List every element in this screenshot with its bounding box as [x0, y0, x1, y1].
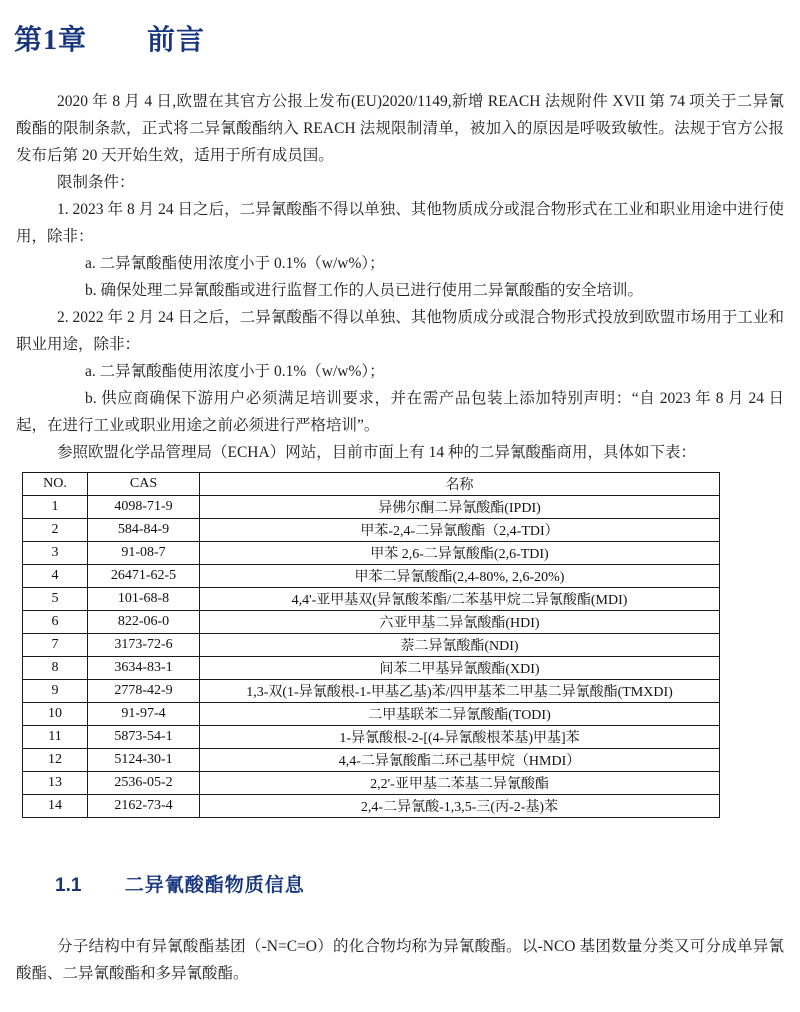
paragraph-condition-2a: a. 二异氰酸酯使用浓度小于 0.1%（w/w%）；: [85, 363, 385, 380]
cell-cas: 3634-83-1: [88, 657, 200, 680]
diisocyanate-table: [22, 472, 720, 818]
paragraph-intro: 2020 年 8 月 4 日,欧盟在其官方公报上发布(EU)2020/1149,新增 REACH 法规附件 XVII 第 74 项关于二异氰酸酯的限制条款，正式将二异氰酸酯纳入 REACH 法规限制清单，被加入的原因是呼吸致敏性。法规于官方公报发布后第 20 天开始生效，适用于所有成员国。: [16, 93, 784, 164]
cell-cas: 822-06-0: [88, 611, 200, 634]
paragraph-section-body: 分子结构中有异氰酸酯基团（-N=C=O）的化合物均称为异氰酸酯。以-NCO 基团数量分类又可分成单异氰酸酯、二异氰酸酯和多异氰酸酯。: [16, 938, 784, 982]
cell-no: 13: [23, 772, 88, 795]
cell-no: 10: [23, 703, 88, 726]
table-row: [23, 795, 720, 818]
table-row: [23, 657, 720, 680]
cell-cas: 2536-05-2: [88, 772, 200, 795]
cell-name: 1,3-双(1-异氰酸根-1-甲基乙基)苯/四甲基苯二甲基二异氰酸酯(TMXDI): [200, 680, 720, 703]
table-row: [23, 634, 720, 657]
cell-cas: 91-97-4: [88, 703, 200, 726]
paragraph-table-intro: 参照欧盟化学品管理局（ECHA）网站，目前市面上有 14 种的二异氰酸酯商用，具体如下表：: [57, 444, 696, 461]
cell-no: 8: [23, 657, 88, 680]
cell-cas: 584-84-9: [88, 519, 200, 542]
column-header-cas: CAS: [88, 473, 200, 496]
table-row: [23, 749, 720, 772]
cell-name: 六亚甲基二异氰酸酯(HDI): [200, 611, 720, 634]
paragraph-condition-1a: a. 二异氰酸酯使用浓度小于 0.1%（w/w%）；: [85, 255, 385, 272]
cell-name: 4,4-二异氰酸酯二环己基甲烷（HMDI）: [200, 749, 720, 772]
table-row: [23, 496, 720, 519]
paragraph-restriction-label: 限制条件：: [57, 174, 135, 191]
table-row: [23, 703, 720, 726]
chapter-heading: [14, 18, 800, 58]
cell-name: 4,4'-亚甲基双(异氰酸苯酯/二苯基甲烷二异氰酸酯(MDI): [200, 588, 720, 611]
cell-no: 14: [23, 795, 88, 818]
cell-name: 甲苯 2,6-二异氰酸酯(2,6-TDI): [200, 542, 720, 565]
table-row: [23, 611, 720, 634]
cell-name: 1-异氰酸根-2-[(4-异氰酸根苯基)甲基]苯: [200, 726, 720, 749]
cell-cas: 101-68-8: [88, 588, 200, 611]
cell-no: 9: [23, 680, 88, 703]
table-row: [23, 726, 720, 749]
chapter-title: 前言: [147, 25, 206, 56]
cell-no: 11: [23, 726, 88, 749]
cell-no: 7: [23, 634, 88, 657]
intro-section: [16, 88, 784, 466]
cell-name: 异佛尔酮二异氰酸酯(IPDI): [200, 496, 720, 519]
table-row: [23, 519, 720, 542]
cell-cas: 26471-62-5: [88, 565, 200, 588]
cell-no: 3: [23, 542, 88, 565]
cell-cas: 2162-73-4: [88, 795, 200, 818]
cell-cas: 2778-42-9: [88, 680, 200, 703]
section-title: 二异氰酸酯物质信息: [124, 875, 305, 896]
cell-no: 4: [23, 565, 88, 588]
cell-no: 1: [23, 496, 88, 519]
cell-name: 甲苯-2,4-二异氰酸酯（2,4-TDI）: [200, 519, 720, 542]
table-row: [23, 772, 720, 795]
paragraph-condition-2: 2. 2022 年 2 月 24 日之后，二异氰酸酯不得以单独、其他物质成分或混合物形式投放到欧盟市场用于工业和职业用途，除非：: [16, 309, 784, 353]
table-row: [23, 588, 720, 611]
section-heading: [55, 870, 800, 897]
table-row: [23, 680, 720, 703]
cell-no: 2: [23, 519, 88, 542]
section-body: [16, 933, 784, 987]
table-header-row: [23, 473, 720, 496]
column-header-name: 名称: [200, 473, 720, 496]
cell-cas: 5873-54-1: [88, 726, 200, 749]
chapter-number: 第1章: [14, 25, 88, 56]
table-row: [23, 565, 720, 588]
section-number: 1.1: [55, 875, 82, 896]
cell-name: 间苯二甲基异氰酸酯(XDI): [200, 657, 720, 680]
cell-cas: 4098-71-9: [88, 496, 200, 519]
cell-cas: 91-08-7: [88, 542, 200, 565]
cell-no: 5: [23, 588, 88, 611]
cell-no: 12: [23, 749, 88, 772]
cell-name: 2,2'-亚甲基二苯基二异氰酸酯: [200, 772, 720, 795]
cell-name: 二甲基联苯二异氰酸酯(TODI): [200, 703, 720, 726]
cell-no: 6: [23, 611, 88, 634]
document-page: [0, 18, 800, 1012]
cell-name: 萘二异氰酸酯(NDI): [200, 634, 720, 657]
table-row: [23, 542, 720, 565]
paragraph-condition-1: 1. 2023 年 8 月 24 日之后，二异氰酸酯不得以单独、其他物质成分或混合物形式在工业和职业用途中进行使用，除非：: [16, 201, 784, 245]
cell-cas: 5124-30-1: [88, 749, 200, 772]
cell-name: 2,4-二异氰酸-1,3,5-三(丙-2-基)苯: [200, 795, 720, 818]
paragraph-condition-1b: b. 确保处理二异氰酸酯或进行监督工作的人员已进行使用二异氰酸酯的安全培训。: [85, 282, 644, 299]
column-header-no: NO.: [23, 473, 88, 496]
paragraph-condition-2b: b. 供应商确保下游用户必须满足培训要求，并在需产品包装上添加特别声明：“自 2023 年 8 月 24 日起，在进行工业或职业用途之前必须进行严格培训”。: [16, 390, 784, 434]
cell-name: 甲苯二异氰酸酯(2,4-80%, 2,6-20%): [200, 565, 720, 588]
cell-cas: 3173-72-6: [88, 634, 200, 657]
